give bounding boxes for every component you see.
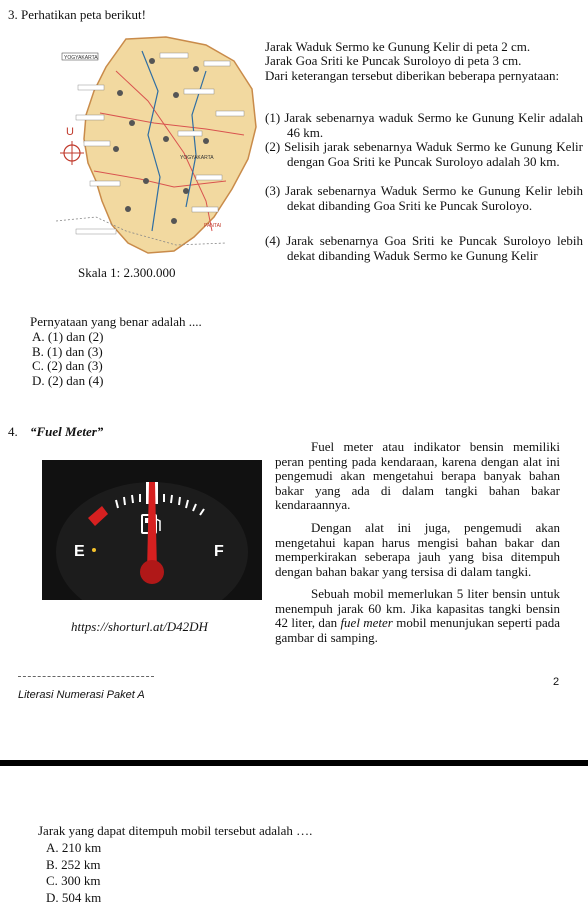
map-image [56, 31, 258, 258]
q3-option-b[interactable]: B. (1) dan (3) [32, 345, 103, 360]
footer-divider [18, 676, 154, 677]
map-scale-caption: Skala 1: 2.300.000 [78, 266, 176, 281]
gauge-source-url[interactable]: https://shorturl.at/D42DH [71, 620, 208, 635]
q4-paragraph-2: Dengan alat ini juga, pengemudi akan mengetahui kapan harus mengisi bahan bakar dan memperkirakan seberapa jauh yang bisa ditempuh dengan bahan bakar yang tersisa di dalam tangki. [275, 521, 560, 579]
map-north-label: U [66, 126, 74, 138]
footer-label: Literasi Numerasi Paket A [18, 688, 145, 703]
svg-text:YOGYAKARTA: YOGYAKARTA [180, 155, 214, 161]
q3-statement-4: (4) Jarak sebenarnya Goa Sriti ke Puncak Suroloyo lebih dekat dibanding Waduk Sermo ke Gunung Kelir [265, 234, 583, 263]
map-label-yogyakarta: YOGYAKARTA [64, 55, 98, 61]
fuel-gauge-image [42, 460, 262, 600]
page-number: 2 [553, 675, 559, 690]
question-4-number: 4. [8, 425, 18, 440]
q4-options-list [46, 840, 101, 906]
q4-option-c[interactable]: C. 300 km [46, 873, 101, 890]
q4-option-d[interactable]: D. 504 km [46, 890, 101, 906]
q3-statement-1: (1) Jarak sebenarnya waduk Sermo ke Gunung Kelir adalah 46 km. [265, 111, 583, 140]
q4-paragraph-3: Sebuah mobil memerlukan 5 liter bensin untuk menempuh jarak 60 km. Jika kapasitas tangki bensin 42 liter, dan fuel meter mobil menunjukan seperti pada gambar di samping. [275, 587, 560, 645]
page-break-bar [0, 760, 588, 766]
svg-text:PANTAI: PANTAI [204, 223, 221, 229]
q4-option-a[interactable]: A. 210 km [46, 840, 101, 857]
q4-question: Jarak yang dapat ditempuh mobil tersebut adalah …. [38, 824, 312, 839]
gauge-empty-label: E [74, 543, 85, 560]
q4-paragraph-1: Fuel meter atau indikator bensin memiliki peran penting pada kendaraan, karena dengan alat ini pengemudi akan mengetahui berapa banyak bahan bakar yang ada di dalam tangki bahan bakar kendaraannya. [275, 440, 560, 513]
q3-intro-line-2: Jarak Goa Sriti ke Puncak Suroloyo di peta 3 cm. [265, 54, 561, 69]
q3-statement-2: (2) Selisih jarak sebenarnya Waduk Sermo ke Gunung Kelir dengan Goa Sriti ke Puncak Suroloyo adalah 30 km. [265, 140, 583, 169]
q4-option-b[interactable]: B. 252 km [46, 857, 101, 874]
q3-option-c[interactable]: C. (2) dan (3) [32, 359, 103, 374]
question-3-title: 3. Perhatikan peta berikut! [8, 8, 146, 23]
q3-question: Pernyataan yang benar adalah .... [30, 315, 202, 330]
q3-intro-line-3: Dari keterangan tersebut diberikan beberapa pernyataan: [265, 69, 561, 84]
q3-statement-3: (3) Jarak sebenarnya Waduk Sermo ke Gunung Kelir lebih dekat dibanding Goa Sriti ke Puncak Suroloyo. [265, 184, 583, 213]
q3-option-d[interactable]: D. (2) dan (4) [32, 374, 103, 389]
q3-options-list [32, 330, 103, 388]
q3-option-a[interactable]: A. (1) dan (2) [32, 330, 103, 345]
question-4-title: “Fuel Meter” [30, 425, 103, 440]
q3-intro-line-1: Jarak Waduk Sermo ke Gunung Kelir di peta 2 cm. [265, 40, 561, 55]
gauge-full-label: F [214, 543, 224, 560]
